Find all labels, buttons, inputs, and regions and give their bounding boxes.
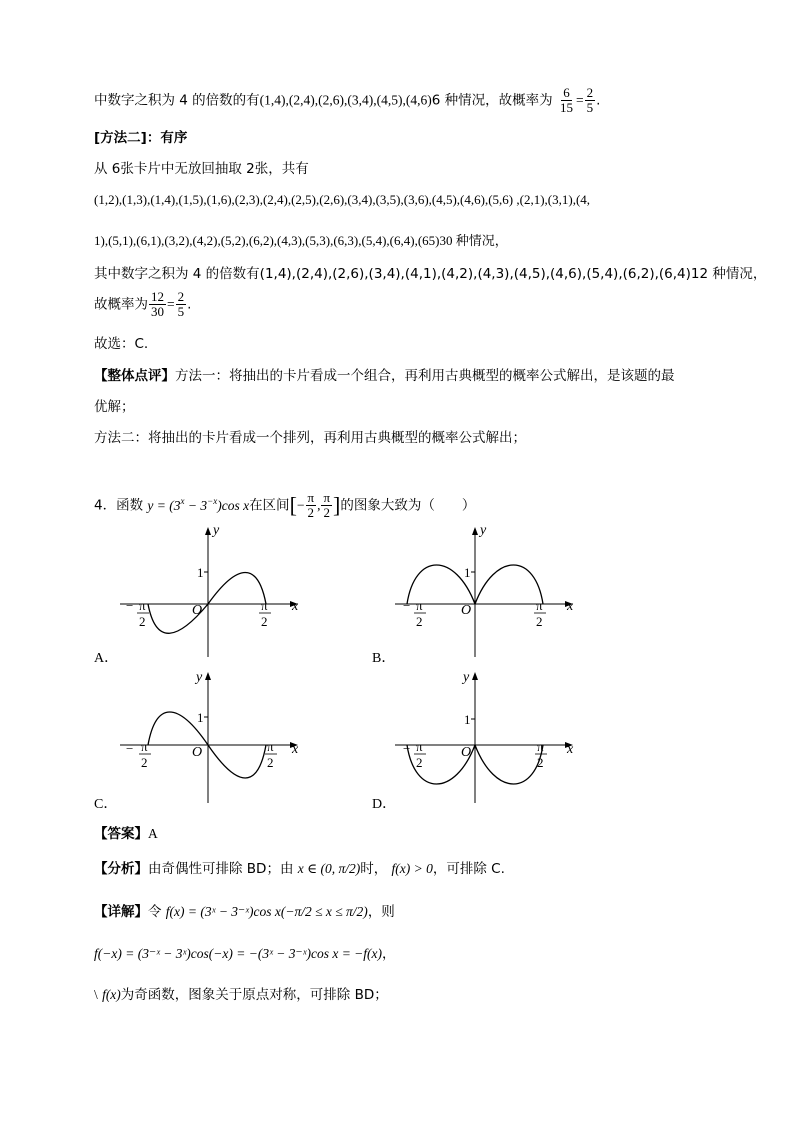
review-line3: 方法二：将抽出的卡片看成一个排列，再利用古典概型的概率公式解出； [94, 430, 526, 446]
svg-text:1: 1 [197, 710, 204, 725]
svg-text:−: − [126, 598, 134, 613]
option-b-label[interactable]: B． [372, 651, 396, 666]
method2-heading: [方法二]：有序 [94, 130, 188, 146]
y-label: y [213, 523, 220, 538]
svg-text:π: π [267, 739, 274, 754]
option-d-label[interactable]: D． [372, 797, 397, 812]
fraction-2-5: $\frac{2}{5}$ [586, 85, 594, 115]
option-a-graph[interactable] [118, 522, 308, 666]
svg-text:x: x [567, 599, 574, 614]
method1-conclusion: 中数字之积为 4 的倍数的有(1,4),(2,4),(2,6),(3,4),(4,5),(4,6)6 种情况，故概率为 $\frac{6}{15}$ = $\frac{2}{5}$ . [94, 85, 601, 115]
axes [120, 527, 298, 657]
svg-text:x: x [292, 742, 299, 757]
origin-label: O [192, 603, 203, 618]
svg-text:−: − [403, 741, 411, 756]
svg-text:y: y [463, 670, 470, 685]
fraction-2-5-b: $\frac{2}{5}$ [177, 289, 185, 319]
method2-intro: 从 6张卡片中无放回抽取 2张，共有 [94, 161, 309, 177]
svg-text:O: O [461, 603, 472, 618]
svg-text:π: π [536, 598, 543, 613]
svg-text:−: − [403, 598, 411, 613]
svg-text:1: 1 [464, 712, 471, 727]
option-c-label[interactable]: C． [94, 797, 118, 812]
method2-choice: 故选：C. [94, 336, 149, 352]
fraction-12-30: $\frac{12}{30}$ [151, 289, 164, 319]
answer-line: 【答案】A [94, 826, 158, 842]
svg-text:π: π [261, 598, 268, 613]
detail-conclusion: \ f(x)为奇函数，图象关于原点对称，可排除 BD； [94, 987, 388, 1003]
x-label: x [292, 599, 299, 614]
option-a-label[interactable]: A． [94, 651, 119, 666]
option-b-graph[interactable] [385, 522, 585, 666]
svg-text:2: 2 [416, 755, 423, 770]
method2-multiples: 其中数字之积为 4 的倍数有(1,4),(2,4),(2,6),(3,4),(4,1),(4,2),(4,3),(4,5),(4,6),(5,4),(6,2),(6,4)12 种情况， [94, 266, 767, 282]
ordered-pairs-line2: 1),(5,1),(6,1),(3,2),(4,2),(5,2),(6,2),(4,3),(5,3),(6,3),(5,4),(6,4),(65)30 种情况， [94, 233, 508, 248]
question-4: 4．函数 $y = (3^x - 3^{-x})\cos$ x在区间[− $\frac{\pi}{2}$ , $\frac{\pi}{2}$ ]的图象大致为（ ） [94, 490, 476, 520]
svg-text:O: O [192, 745, 203, 760]
svg-text:2: 2 [141, 755, 148, 770]
detail-line1: 【详解】令 f(x) = (3ˣ − 3⁻ˣ)cos x(−π/2 ≤ x ≤ π/2)，则 [94, 904, 395, 920]
svg-text:y: y [196, 670, 203, 685]
svg-text:O: O [461, 745, 472, 760]
svg-text:π: π [139, 598, 146, 613]
svg-text:2: 2 [261, 614, 268, 629]
ordered-pairs-line1: (1,2),(1,3),(1,4),(1,5),(1,6),(2,3),(2,4),(2,5),(2,6),(3,4),(3,5),(3,6),(4,5),(4,6),(5,6) ,(2,1),(3,1),(4, [94, 192, 591, 207]
method2-probability: 故概率为 $\frac{12}{30}$ = $\frac{2}{5}$ . [94, 289, 192, 319]
option-c-graph[interactable] [118, 667, 308, 811]
svg-text:π: π [537, 739, 544, 754]
svg-text:2: 2 [139, 614, 146, 629]
option-d-graph[interactable] [385, 667, 585, 811]
svg-text:π: π [141, 739, 148, 754]
svg-text:2: 2 [537, 755, 544, 770]
analysis-line: 【分析】由奇偶性可排除 BD；由 x ∈ (0, π/2)时， f(x) > 0，可排除 C. [94, 861, 505, 877]
svg-text:π: π [416, 598, 423, 613]
review-line1: 【整体点评】方法一：将抽出的卡片看成一个组合，再利用古典概型的概率公式解出，是该题的最 [94, 368, 675, 384]
curve-a [148, 573, 266, 634]
svg-text:2: 2 [267, 755, 274, 770]
svg-text:1: 1 [464, 565, 471, 580]
svg-text:y: y [480, 523, 487, 538]
svg-text:x: x [567, 742, 574, 757]
svg-text:−: − [126, 741, 134, 756]
fraction-6-15: $\frac{6}{15}$ [559, 85, 573, 115]
svg-text:2: 2 [536, 614, 543, 629]
detail-equation: f(−x) = (3⁻ˣ − 3ˣ)cos(−x) = −(3ˣ − 3⁻ˣ)cos x = −f(x)， [94, 946, 396, 962]
svg-text:2: 2 [416, 614, 423, 629]
svg-text:π: π [416, 739, 423, 754]
one-label: 1 [197, 565, 204, 580]
review-line2: 优解； [94, 399, 135, 415]
